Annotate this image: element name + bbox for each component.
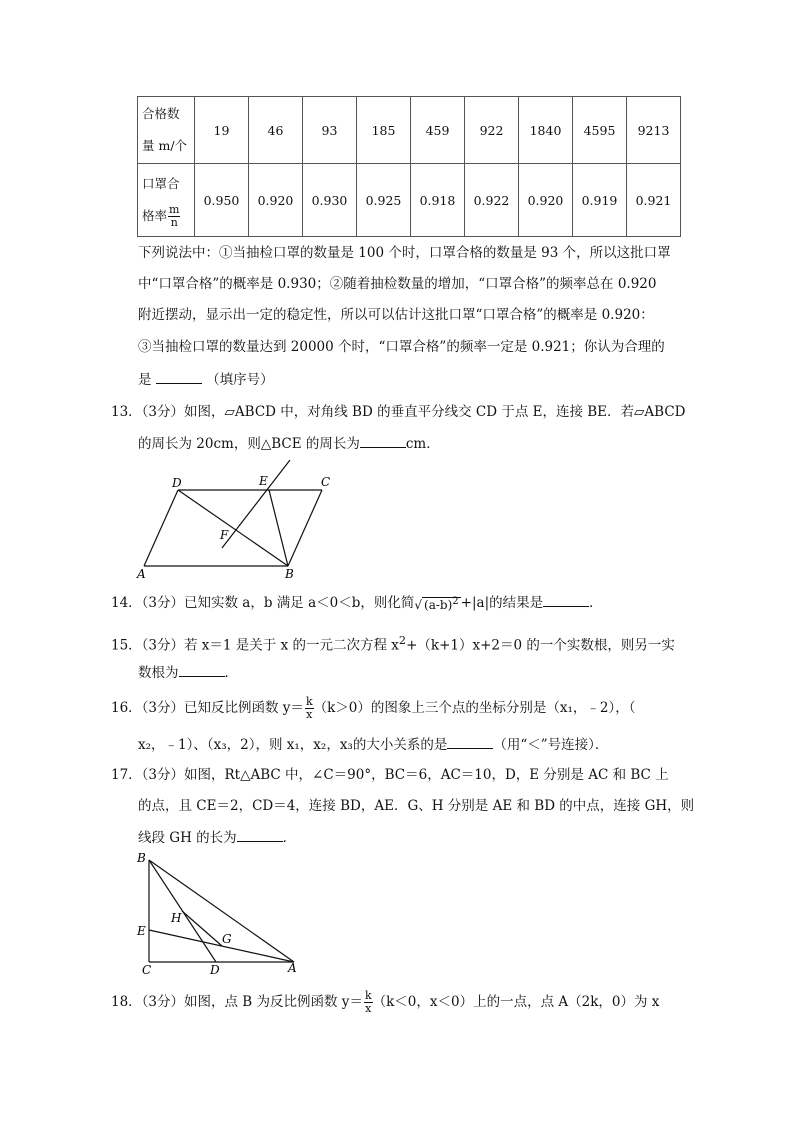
table-cell: 0.919	[573, 164, 627, 237]
fraction-numerator: k	[305, 695, 313, 708]
q18-text: （k＜0，x＜0）上的一点，点 A（2k，0）为 x	[372, 994, 660, 1010]
q17-line-3	[138, 827, 296, 848]
q16-line-2	[138, 734, 608, 755]
fraction-denominator: x	[306, 708, 313, 721]
label-c: C	[321, 475, 331, 489]
row-label-qualified-rate	[138, 164, 195, 237]
table-row-qualified-rate	[138, 164, 681, 237]
label-d: D	[172, 476, 182, 490]
table-cell: 4595	[573, 97, 627, 164]
row-label-text: 格率	[142, 208, 168, 223]
table-cell: 19	[195, 97, 249, 164]
q12-line-3: 附近摆动，显示出一定的稳定性，所以可以估计这批口罩“口罩合格”的概率是 0.920：	[138, 307, 654, 323]
table-cell: 46	[249, 97, 303, 164]
fraction-denominator: n	[170, 216, 178, 229]
q16-text: （k＞0）的图象上三个点的坐标分别是（x₁，﹣2），（	[313, 700, 636, 716]
q12-text: （填序号）	[206, 372, 274, 388]
table-cell: 922	[465, 97, 519, 164]
fraction-numerator: k	[364, 989, 372, 1002]
q17-line-2: 的点，且 CE＝2，CD＝4，连接 BD，AE．G、H 分别是 AE 和 BD 的中点，连接 GH，则	[138, 798, 695, 814]
row-label-line	[142, 200, 194, 232]
table-cell: 0.918	[411, 164, 465, 237]
answer-blank[interactable]	[156, 369, 202, 384]
answer-blank[interactable]	[237, 827, 283, 842]
table-cell: 0.925	[357, 164, 411, 237]
q15-line-2	[138, 662, 238, 683]
table-cell: 0.920	[249, 164, 303, 237]
q18-text: 18．（3分）如图，点 B 为反比例函数 y＝	[111, 994, 363, 1010]
q14-text: +|a|	[460, 595, 490, 611]
qualified-rate-table	[137, 96, 681, 237]
label-e: E	[137, 924, 146, 938]
table-cell: 0.922	[465, 164, 519, 237]
label-a: A	[137, 567, 146, 580]
label-a: A	[288, 961, 297, 975]
q17-text: ．	[282, 830, 297, 846]
side-ad	[144, 490, 178, 566]
row-label-line: 口罩合	[142, 176, 180, 191]
radicand-text: (a-b)	[424, 598, 453, 612]
q16-text: 16．（3分）已知反比例函数 y＝	[111, 700, 304, 716]
q17-line-1: 17．（3分）如图，Rt△ABC 中，∠C＝90°，BC＝6，AC＝10，D，E 分别是 AC 和 BC 上	[111, 767, 669, 783]
answer-blank[interactable]	[447, 734, 493, 749]
answer-blank[interactable]	[360, 433, 406, 448]
q12-line-2: 中“口罩合格”的概率是 0.930；②随着抽检数量的增加，“口罩合格”的频率总在 0.920	[138, 276, 657, 292]
answer-blank[interactable]	[179, 662, 225, 677]
fraction-m-over-n	[168, 204, 180, 229]
row-label-line: 量 m/个	[142, 138, 188, 153]
table-cell: 459	[411, 97, 465, 164]
sqrt-expression: √ $(a-b)^2$	[414, 596, 459, 612]
q14-text: 14．（3分）已知实数 a，b 满足 a＜0＜b，则化简	[111, 595, 415, 611]
label-h: H	[171, 911, 182, 925]
q14-line	[111, 592, 603, 615]
side-cb	[288, 490, 322, 566]
q14-text: ．	[589, 595, 603, 611]
q13-line-1: 13．（3分）如图，▱ABCD 中，对角线 BD 的垂直平分线交 CD 于点 E，连接 BE．若▱ABCD	[111, 404, 686, 420]
q16-text: （用“＜”号连接）．	[493, 737, 609, 753]
fraction-denominator: x	[365, 1002, 372, 1015]
q15-text: ．	[224, 665, 238, 681]
q12-text: 是	[138, 372, 152, 388]
q13-line-2	[138, 433, 440, 454]
q15-text: +（k+1）x+2＝0 的一个实数根，则另一实	[406, 637, 675, 654]
q13-text: cm．	[405, 436, 440, 452]
label-g: G	[222, 932, 232, 946]
table-cell: 185	[357, 97, 411, 164]
q17-text: 线段 GH 的长为	[138, 830, 237, 846]
right-triangle-figure	[134, 850, 314, 980]
label-b: B	[137, 851, 146, 865]
table-cell: 0.950	[195, 164, 249, 237]
q12-line-5	[138, 369, 274, 390]
table-row-qualified-count	[138, 97, 681, 164]
q16-line-1	[111, 696, 636, 721]
table-cell: 93	[303, 97, 357, 164]
fraction-k-over-x	[305, 696, 314, 721]
answer-blank[interactable]	[543, 592, 589, 607]
q15-text: 15．（3分）若 x＝1 是关于 x 的一元二次方程 x	[111, 637, 399, 654]
q12-line-4: ③当抽检口罩的数量达到 20000 个时，“口罩合格”的频率一定是 0.921；你认为合理的	[138, 339, 665, 355]
parallelogram-figure	[130, 460, 350, 580]
table-cell: 1840	[519, 97, 573, 164]
label-e: E	[259, 474, 268, 488]
label-b: B	[285, 567, 294, 580]
label-c: C	[142, 963, 152, 977]
exponent: 2	[398, 634, 407, 647]
label-d: D	[210, 963, 220, 977]
q15-line-1	[111, 631, 675, 656]
q13-text: 的周长为 20cm，则△BCE 的周长为	[138, 436, 360, 452]
row-label-qualified-count	[138, 97, 195, 164]
table-cell: 0.921	[627, 164, 681, 237]
table-cell: 0.930	[303, 164, 357, 237]
q16-text: x₂，﹣1）、（x₃，2），则 x₁，x₂，x₃的大小关系的是	[138, 737, 448, 753]
q12-line-1: 下列说法中：①当抽检口罩的数量是 100 个时，口罩合格的数量是 93 个，所以这批口罩	[138, 245, 671, 261]
sqrt-radicand	[422, 597, 461, 612]
q18-line-1	[111, 990, 659, 1015]
q14-text: 的结果是	[489, 595, 544, 611]
q15-text: 数根为	[138, 665, 179, 681]
exponent: 2	[452, 596, 459, 607]
table-cell: 0.920	[519, 164, 573, 237]
row-label-line: 合格数	[142, 106, 180, 121]
table-cell: 9213	[627, 97, 681, 164]
fraction-k-over-x	[364, 990, 373, 1015]
label-f: F	[220, 528, 229, 542]
fraction-numerator: m	[169, 203, 180, 216]
